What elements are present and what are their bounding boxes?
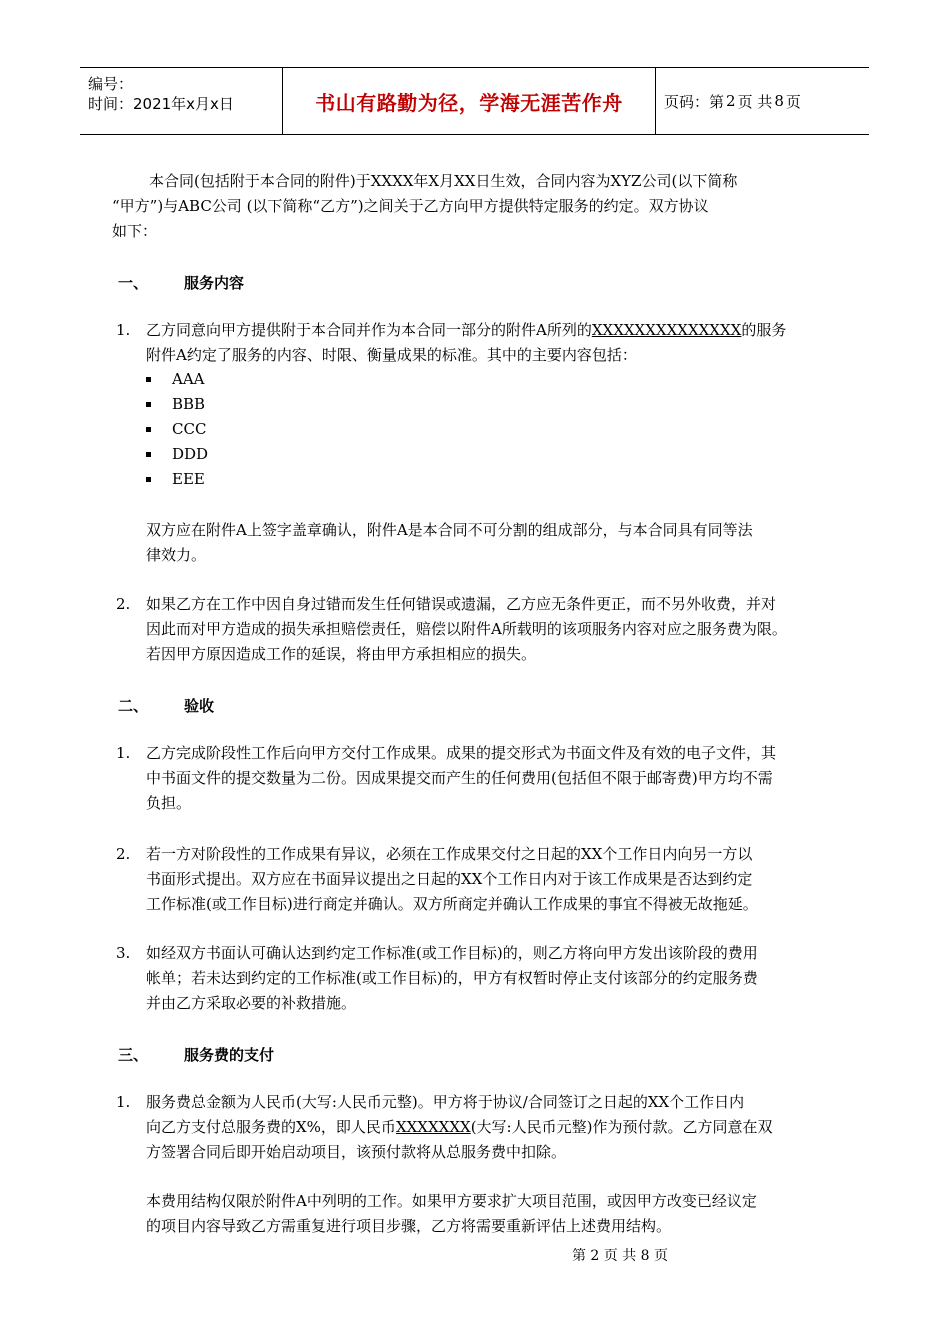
page-number: 2	[726, 92, 736, 110]
paragraph-line: 的项目内容导致乙方需重复进行项目步骤，乙方将需要重新评估上述费用结构。	[146, 1217, 672, 1235]
item-number: 1.	[116, 1093, 131, 1111]
intro-line: “甲方”)与ABC公司 (以下简称“乙方”)之间关于乙方向甲方提供特定服务的约定。双方协议	[112, 197, 709, 215]
page-label: 页码：第	[664, 92, 725, 111]
paragraph-line: 双方应在附件A上签字盖章确认，附件A是本合同不可分割的组成部分，与本合同具有同等法	[146, 521, 753, 539]
paragraph-line: 工作标准(或工作目标)进行商定并确认。双方所商定并确认工作成果的事宜不得被无故拖延。	[146, 895, 758, 913]
section-number: 一、	[118, 274, 149, 292]
paragraph-line: 中书面文件的提交数量为二份。因成果提交而产生的任何费用(包括但不限于邮寄费)甲方均不需	[146, 769, 773, 787]
item-number: 1.	[116, 744, 131, 762]
bullet-icon	[146, 427, 151, 432]
section-title: 服务费的支付	[184, 1046, 275, 1064]
list-item: AAA	[172, 370, 205, 388]
paragraph-line: 并由乙方采取必要的补救措施。	[146, 994, 357, 1012]
paragraph-line: 附件A约定了服务的内容、时限、衡量成果的标准。其中的主要内容包括：	[146, 346, 637, 364]
page-footer: 第 2 页 共 8 页	[571, 1248, 669, 1264]
item-number: 1.	[116, 321, 131, 339]
section-number: 二、	[118, 697, 149, 715]
list-item: EEE	[172, 470, 205, 488]
page-mid: 页 共	[737, 92, 773, 111]
header-divider	[655, 68, 656, 134]
intro-line: 如下：	[112, 222, 158, 240]
intro-line: 本合同(包括附于本合同的附件)于XXXX年X月XX日生效，合同内容为XYZ公司(以下简称	[149, 172, 738, 190]
header-motto: 书山有路勤为径，学海无涯苦作舟	[315, 90, 623, 115]
paragraph-line: 若一方对阶段性的工作成果有异议，必须在工作成果交付之日起的XX个工作日内向另一方以	[146, 845, 753, 863]
header-meta	[88, 74, 278, 114]
page-end: 页	[785, 92, 801, 111]
paragraph-line: 若因甲方原因造成工作的延误，将由甲方承担相应的损失。	[146, 645, 537, 663]
underlined-placeholder: XXXXXXXXXXXXXX	[591, 321, 742, 339]
paragraph-line: 帐单；若未达到约定的工作标准(或工作目标)的，甲方有权暂时停止支付该部分的约定服务费	[146, 969, 758, 987]
time-label: 时间：2021年x月x日	[88, 95, 234, 113]
paragraph-line: 律效力。	[146, 546, 207, 564]
paragraph-line: 本费用结构仅限於附件A中列明的工作。如果甲方要求扩大项目范围，或因甲方改变已经议定	[146, 1192, 757, 1210]
bullet-icon	[146, 452, 151, 457]
page-header	[80, 67, 869, 135]
paragraph-line: 乙方完成阶段性工作后向甲方交付工作成果。成果的提交形式为书面文件及有效的电子文件，其	[146, 744, 777, 762]
bullet-icon	[146, 477, 151, 482]
page-total: 8	[774, 92, 784, 110]
item-number: 2.	[116, 595, 131, 613]
code-label: 编号：	[88, 75, 134, 93]
header-page-info	[664, 68, 864, 134]
list-item: DDD	[172, 445, 209, 463]
list-item: CCC	[172, 420, 207, 438]
item-number: 2.	[116, 845, 131, 863]
paragraph-line: 乙方同意向甲方提供附于本合同并作为本合同一部分的附件A所列的XXXXXXXXXXXXXX的服务	[146, 321, 787, 339]
paragraph-line: 如果乙方在工作中因自身过错而发生任何错误或遗漏，乙方应无条件更正，而不另外收费，并对	[146, 595, 777, 613]
item-number: 3.	[116, 944, 131, 962]
paragraph-line: 因此而对甲方造成的损失承担赔偿责任，赔偿以附件A所载明的该项服务内容对应之服务费为限。	[146, 620, 787, 638]
underlined-placeholder: XXXXXXX	[395, 1118, 471, 1136]
bullet-icon	[146, 377, 151, 382]
section-title: 验收	[184, 697, 215, 715]
paragraph-line: 向乙方支付总服务费的X%，即人民币XXXXXXX(大写:人民币元整)作为预付款。乙方同意在双	[146, 1118, 773, 1136]
paragraph-line: 方签署合同后即开始启动项目，该预付款将从总服务费中扣除。	[146, 1143, 567, 1161]
bullet-icon	[146, 402, 151, 407]
section-number: 三、	[118, 1046, 149, 1064]
paragraph-line: 如经双方书面认可确认达到约定工作标准(或工作目标)的，则乙方将向甲方发出该阶段的费用	[146, 944, 758, 962]
paragraph-line: 负担。	[146, 794, 192, 812]
section-title: 服务内容	[184, 274, 245, 292]
paragraph-line: 服务费总金额为人民币(大写:人民币元整)。甲方将于协议/合同签订之日起的XX个工作日内	[146, 1093, 745, 1111]
paragraph-line: 书面形式提出。双方应在书面异议提出之日起的XX个工作日内对于该工作成果是否达到约定	[146, 870, 753, 888]
list-item: BBB	[172, 395, 206, 413]
